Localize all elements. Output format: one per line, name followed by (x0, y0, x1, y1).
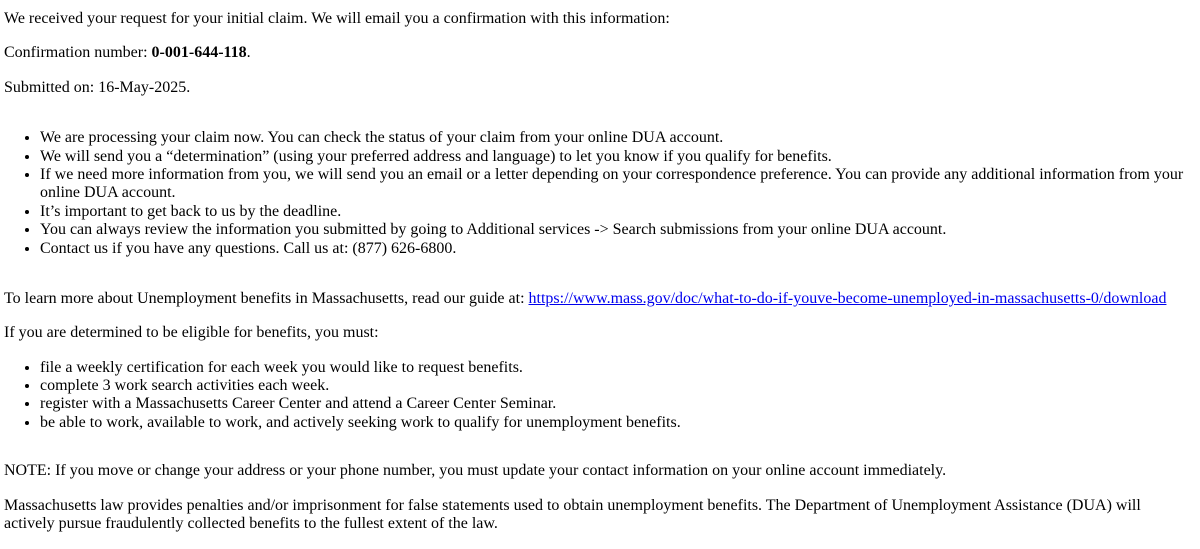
list-item: • It’s important to get back to us by the deadline. (40, 203, 1194, 221)
list-item: • You can always review the information you submitted by going to Additional services -> Search submissions from your online DUA account. (40, 221, 1194, 239)
guide-paragraph (4, 290, 1194, 308)
eligibility-intro: If you are determined to be eligible for benefits, you must: (4, 324, 379, 342)
claim-confirmation-page (4, 10, 1194, 533)
confirmation-number: 0-001-644-118 (151, 44, 247, 62)
guide-link[interactable]: https://www.mass.gov/doc/what-to-do-if-youve-become-unemployed-in-massachusetts-0/download (528, 289, 1167, 307)
claim-status-list (4, 129, 1194, 258)
eligibility-requirements-list (4, 359, 1194, 433)
intro-paragraph: We received your request for your initial claim. We will email you a confirmation with this information: (4, 10, 670, 27)
guide-text: To learn more about Unemployment benefits in Massachusetts, read our guide at: (4, 289, 529, 307)
list-item: • We are processing your claim now. You can check the status of your claim from your online DUA account. (40, 129, 1194, 147)
legal-paragraph: Massachusetts law provides penalties and/or imprisonment for false statements used to obtain unemployment benefits. The Department of Unemployment Assistance (DUA) will actively pursue fraudulently collected benefits to the fullest extent of the law. (4, 496, 1141, 533)
confirmation-label: Confirmation number: (4, 44, 152, 62)
list-item: • file a weekly certification for each week you would like to request benefits. (40, 359, 1194, 377)
list-item: • be able to work, available to work, and actively seeking work to qualify for unemployment benefits. (40, 414, 1194, 432)
confirmation-period: . (246, 44, 251, 62)
confirmation-line (4, 44, 1194, 62)
list-item: • Contact us if you have any questions. Call us at: (877) 626-6800. (40, 240, 1194, 258)
list-item: • We will send you a “determination” (using your preferred address and language) to let you know if you qualify for benefits. (40, 148, 1194, 166)
list-item: • If we need more information from you, we will send you an email or a letter depending on your correspondence preference. You can provide any additional information from your online DUA account. (40, 166, 1194, 203)
list-item: • register with a Massachusetts Career Center and attend a Career Center Seminar. (40, 395, 1194, 413)
list-item: • complete 3 work search activities each week. (40, 377, 1194, 395)
note-paragraph: NOTE: If you move or change your address or your phone number, you must update your contact information on your online account immediately. (4, 462, 947, 480)
submitted-line: Submitted on: 16-May-2025. (4, 78, 191, 96)
